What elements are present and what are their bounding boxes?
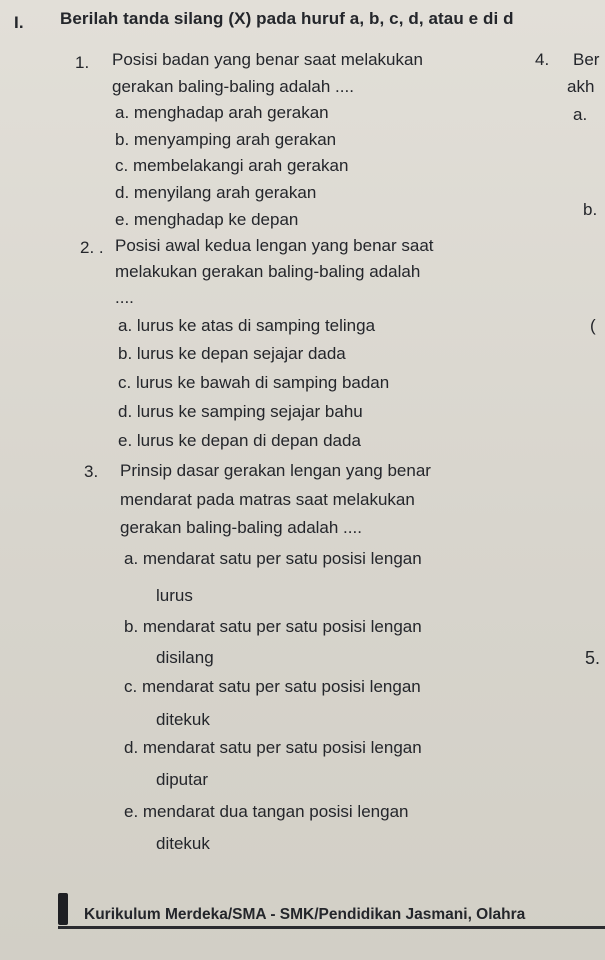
q1-option-c: c. membelakangi arah gerakan: [115, 156, 349, 175]
q1-line1: Posisi badan yang benar saat melakukan: [112, 50, 423, 69]
footer-text: Kurikulum Merdeka/SMA - SMK/Pendidikan Jasmani, Olahra: [84, 906, 526, 923]
q3-option-d-cont: diputar: [156, 770, 208, 789]
q3-option-b-cont: disilang: [156, 648, 214, 667]
q3-number: 3.: [84, 462, 99, 481]
q4-word1: Ber: [573, 50, 600, 69]
q1-option-e: e. menghadap ke depan: [115, 210, 299, 229]
q3-line2: mendarat pada matras saat melakukan: [120, 490, 415, 509]
q2-option-d: d. lurus ke samping sejajar bahu: [118, 402, 363, 421]
q2-line1: Posisi awal kedua lengan yang benar saat: [115, 236, 434, 255]
q4-word2: akh: [567, 77, 595, 96]
q1-option-b: b. menyamping arah gerakan: [115, 130, 337, 149]
q4-option-a: a.: [573, 105, 588, 124]
q4-paren: (: [590, 316, 596, 335]
q3-line1: Prinsip dasar gerakan lengan yang benar: [120, 461, 431, 480]
footer-rule: [58, 926, 605, 929]
q2-option-e: e. lurus ke depan di depan dada: [118, 431, 361, 450]
q5-number: 5.: [585, 648, 601, 668]
section-numeral: I.: [14, 13, 24, 32]
q3-option-e: e. mendarat dua tangan posisi lengan: [124, 802, 409, 821]
q1-number: 1.: [75, 53, 90, 72]
q2-line2: melakukan gerakan baling-baling adalah: [115, 262, 421, 281]
q2-option-b: b. lurus ke depan sejajar dada: [118, 344, 346, 363]
q3-option-e-cont: ditekuk: [156, 834, 210, 853]
q3-option-b: b. mendarat satu per satu posisi lengan: [124, 617, 422, 636]
q1-line2: gerakan baling-baling adalah ....: [112, 77, 354, 96]
footer-marker: [58, 893, 68, 925]
q3-line3: gerakan baling-baling adalah ....: [120, 518, 362, 537]
q3-option-a: a. mendarat satu per satu posisi lengan: [124, 549, 422, 568]
q3-option-c-cont: ditekuk: [156, 710, 210, 729]
q1-option-a: a. menghadap arah gerakan: [115, 103, 329, 122]
q3-option-a-cont: lurus: [156, 586, 193, 605]
q2-option-c: c. lurus ke bawah di samping badan: [118, 373, 390, 392]
q3-option-c: c. mendarat satu per satu posisi lengan: [124, 677, 421, 696]
q1-option-d: d. menyilang arah gerakan: [115, 183, 317, 202]
q2-line3: ....: [115, 288, 134, 307]
section-instruction: Berilah tanda silang (X) pada huruf a, b, c, d, atau e di d: [60, 9, 514, 28]
q4-number: 4.: [535, 50, 550, 69]
q2-option-a: a. lurus ke atas di samping telinga: [118, 316, 376, 335]
q4-option-b: b.: [583, 200, 598, 219]
q2-number: 2. .: [80, 238, 104, 257]
q3-option-d: d. mendarat satu per satu posisi lengan: [124, 738, 422, 757]
